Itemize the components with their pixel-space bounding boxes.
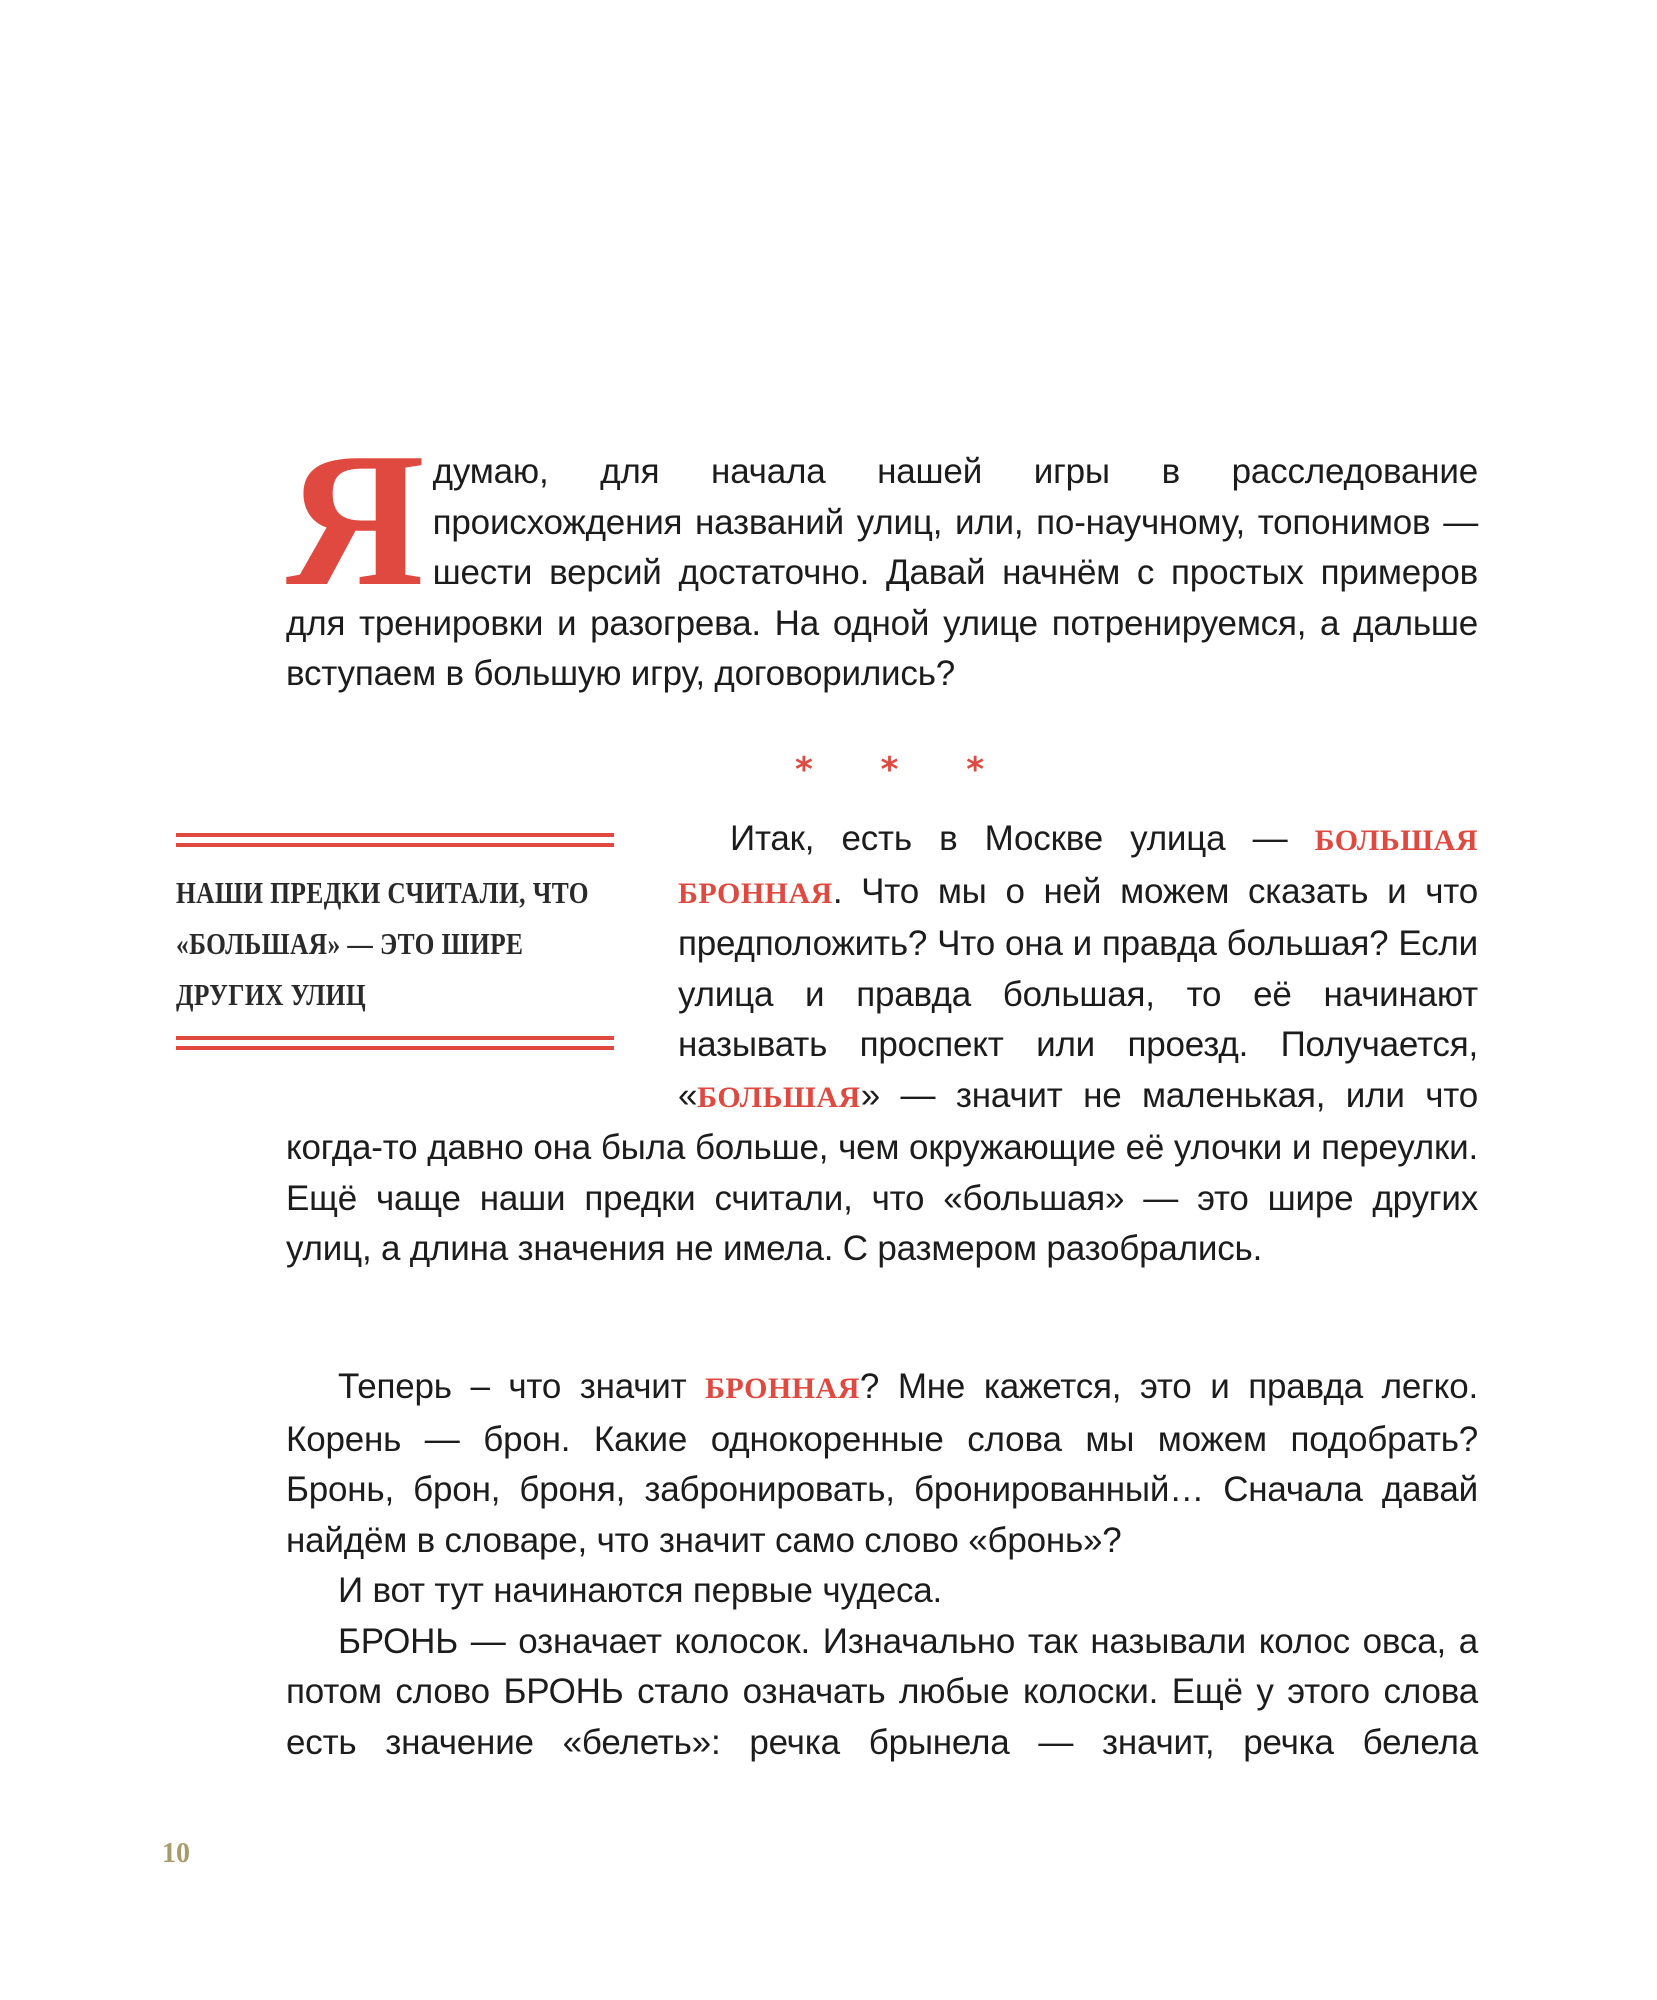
main-text-part1: Итак, есть в Москве улица —: [730, 819, 1315, 858]
theory-text-part2: ? Мне кажется, это и правда легко. Корень — брон. Какие однокоренные слова мы можем подобрать? Бронь, брон, броня, забронировать, бронированный… Сначала давай найдём в словаре, что значит само слово «бронь»?: [286, 1367, 1478, 1560]
pull-quote-text: НАШИ ПРЕДКИ СЧИТАЛИ, ЧТО «БОЛЬШАЯ» — ЭТО ШИРЕ ДРУГИХ УЛИЦ: [176, 875, 589, 1012]
main-text-part3: » — значит не маленькая, или что когда-то давно она была больше, чем окружающие её улочки и переулки. Ещё чаще наши предки считали, что «большая» — это шире других улиц, а длина значения не имела. С размером разобрались.: [286, 1075, 1478, 1268]
drop-cap: Я: [286, 413, 423, 626]
section-separator: * * *: [794, 750, 1012, 790]
word-highlight: БРОННАЯ: [705, 1372, 860, 1405]
word-highlight: БОЛЬШАЯ: [697, 1080, 861, 1114]
theory-paragraph: [286, 1362, 1478, 1566]
miracles-paragraph: И вот тут начинаются первые чудеса.: [338, 1571, 943, 1610]
main-paragraph: [286, 814, 1478, 1275]
intro-text: думаю, для начала нашей игры в расследование происхождения названий улиц, или, по-научному, топонимов — шести версий достаточно. Давай начнём с простых примеров для тренировки и разогрева. На одной улице потренируемся, а дальше вступаем в большую игру, договорились?: [286, 452, 1478, 693]
intro-paragraph: [286, 413, 1478, 700]
bron-definition-paragraph: БРОНЬ — означает колосок. Изначально так называли колос овса, а потом слово БРОНЬ стало означать любые колоски. Ещё у этого слова есть значение «белеть»: речка брынела — значит, речка белела: [286, 1621, 1478, 1762]
main-text-part2: . Что мы о ней можем сказать и что предположить? Что она и правда большая? Если улица и правда большая, то её начинают называть проспект или проезд. Получается, «: [678, 871, 1478, 1115]
theory-section: [286, 1362, 1478, 1768]
theory-text-part1: Теперь – что значит: [338, 1367, 706, 1406]
street-name-highlight: БОЛЬШАЯ БРОННАЯ: [678, 824, 1478, 910]
page-number: 10: [162, 1838, 190, 1869]
